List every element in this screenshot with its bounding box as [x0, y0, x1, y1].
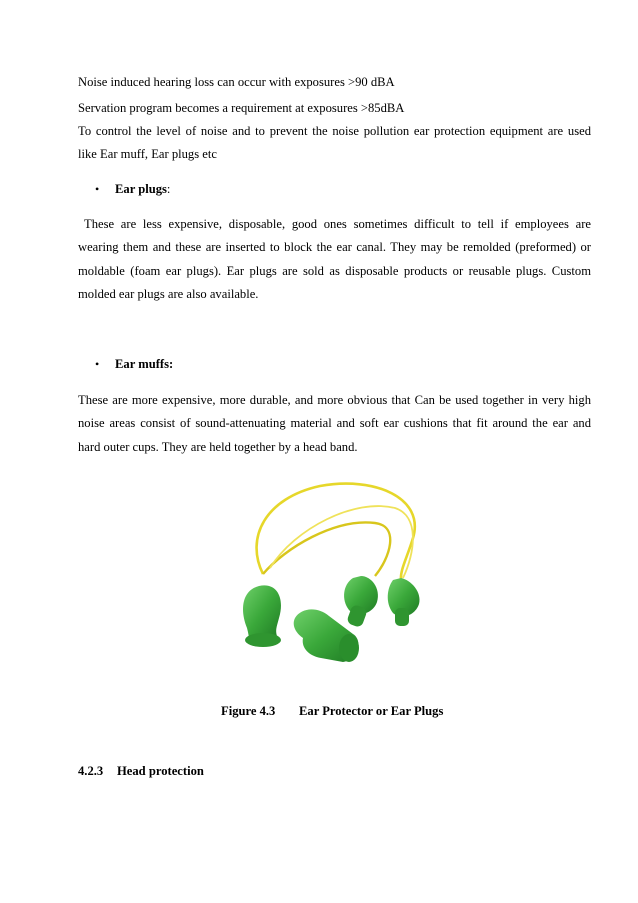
cord [257, 484, 415, 580]
section-title: Head protection [117, 764, 204, 778]
bullet-dot: • [95, 182, 100, 196]
ear-muffs-paragraph-line-1: These are more expensive, more durable, and more obvious that Can be used together in very high [78, 393, 591, 407]
corded-plug-right [388, 578, 420, 626]
section-number: 4.2.3 [78, 764, 104, 778]
intro-line-1: Noise induced hearing loss can occur with exposures >90 dBA [78, 75, 395, 89]
intro-line-2: Servation program becomes a requirement at exposures >85dBA [78, 101, 405, 115]
standing-plug-left [243, 585, 281, 647]
cord-strand [270, 506, 413, 578]
ear-plugs-colon: : [166, 182, 171, 196]
intro-line-4: like Ear muff, Ear plugs etc [78, 147, 217, 161]
ear-plugs-paragraph-line-2: wearing them and these are inserted to block the ear canal. They may be remolded (preformed) or [78, 240, 591, 254]
ear-plugs-heading: Ear plugs [115, 182, 167, 196]
ear-plugs-paragraph-line-1: These are less expensive, disposable, good ones sometimes difficult to tell if employees are [84, 217, 591, 231]
figure-number: Figure 4.3 [221, 704, 276, 718]
ear-plugs-paragraph-line-4: molded ear plugs are also available. [78, 287, 259, 301]
bullet-dot: • [95, 357, 100, 371]
ear-plugs-paragraph-line-3: moldable (foam ear plugs). Ear plugs are sold as disposable products or reusable plugs. Custom [78, 264, 591, 278]
figure-caption: Ear Protector or Ear Plugs [299, 704, 444, 718]
bullet-ear-muffs [95, 357, 173, 372]
cord-loop [263, 522, 390, 576]
bullet-ear-plugs [95, 182, 170, 197]
ear-plugs-illustration [225, 478, 430, 678]
corded-plug-middle [344, 576, 378, 628]
ear-muffs-heading: Ear muffs: [115, 357, 174, 371]
ear-plugs-figure [225, 478, 430, 678]
intro-line-3: To control the level of noise and to prevent the noise pollution ear protection equipment are used [78, 124, 591, 138]
ear-muffs-paragraph-line-2: noise areas consist of sound-attenuating material and soft ear cushions that fit around the ear and [78, 416, 591, 430]
ear-muffs-paragraph-line-3: hard outer cups. They are held together by a head band. [78, 440, 358, 454]
